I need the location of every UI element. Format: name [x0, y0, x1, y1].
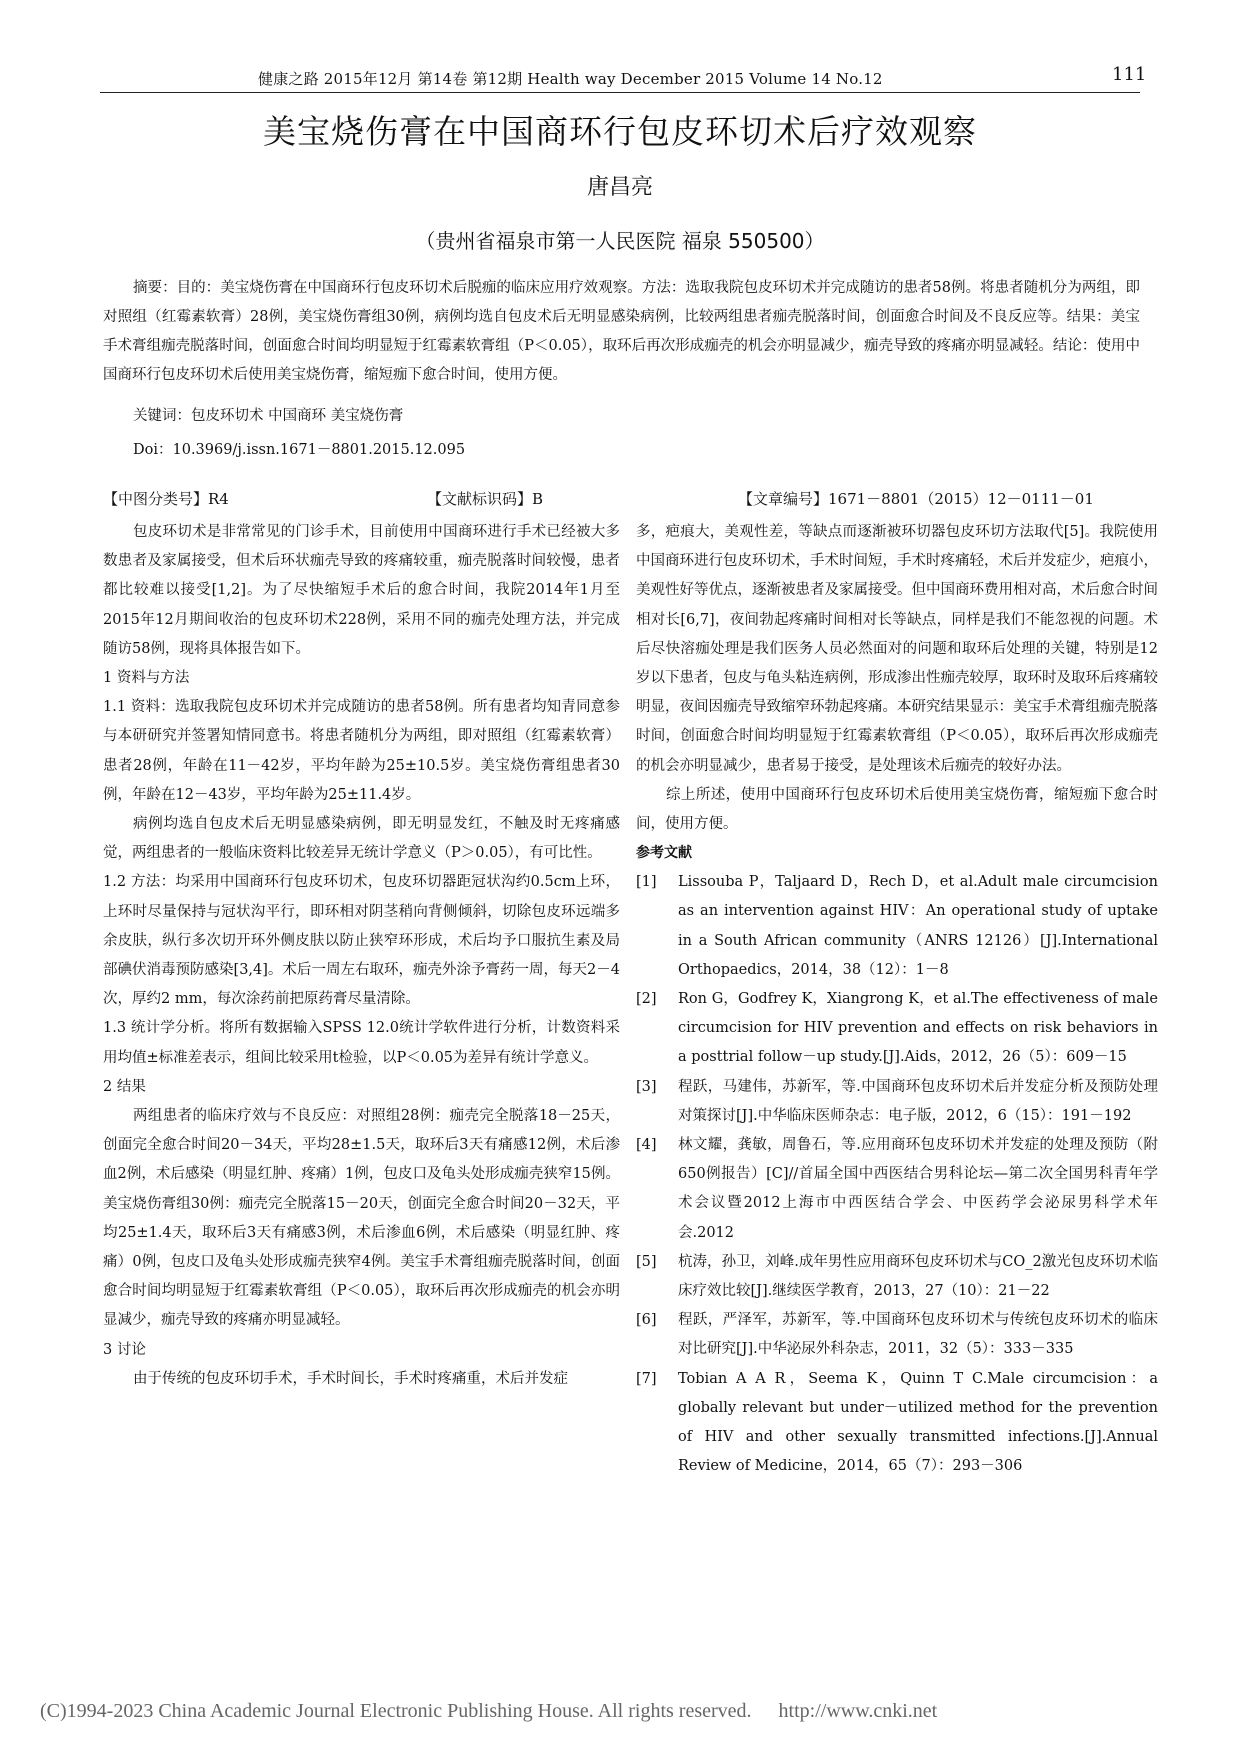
article-affiliation: （贵州省福泉市第一人民医院 福泉 550500）: [415, 229, 825, 253]
subsection-materials: 1.1 资料：选取我院包皮环切术并完成随访的患者58例。所有患者均知青同意参与本研研究并签署知情同意书。将患者随机分为两组，即对照组（红霉素软膏）患者28例，年龄在11－42岁，平均年龄为25±10.5岁。美宝烧伤膏组患者30例，年龄在12－43岁，平均年龄为25±11.4岁。: [103, 699, 620, 803]
copyright-footer: [40, 1700, 937, 1723]
reference-item: [636, 985, 1158, 1073]
section-heading-discussion: 3 讨论: [103, 1341, 146, 1358]
reference-number: [2]: [636, 991, 657, 1008]
discussion-paragraph: 由于传统的包皮环切手术，手术时间长，手术时疼痛重，术后并发症: [133, 1370, 568, 1387]
reference-text: 林文耀，龚敏，周鲁石，等.应用商环包皮环切术并发症的处理及预防（附650例报告）[C]//首届全国中西医结合男科论坛—第二次全国男科青年学术会议暨2012上海市中西医结合学会、中医药学会泌尿男科学术年会.2012: [678, 1137, 1158, 1241]
left-column: [103, 518, 620, 1394]
reference-text: 程跃，马建伟，苏新军，等.中国商环包皮环切术后并发症分析及预防处理对策探讨[J].中华临床医师杂志：电子版，2012，6（15）：191－192: [678, 1078, 1158, 1124]
reference-text: 杭涛，孙卫，刘峰.成年男性应用商环包皮环切术与CO_2激光包皮环切术临床疗效比较[J].继续医学教育，2013，27（10）：21－22: [678, 1253, 1158, 1300]
reference-text: Tobian A A R，Seema K，Quinn T C.Male circumcision：a globally relevant but under－utilized method for the prevention of HIV and other sexually transmitted infections.[J].Annual Review of Medicine，2014，65（7）：293－306: [678, 1370, 1158, 1475]
reference-text: 程跃，严泽军，苏新军，等.中国商环包皮环切术与传统包皮环切术的临床对比研究[J].中华泌尿外科杂志，2011，32（5）：333－335: [678, 1312, 1158, 1358]
reference-number: [1]: [636, 874, 657, 891]
keywords: 关键词：包皮环切术 中国商环 美宝烧伤膏: [133, 408, 404, 424]
reference-item: [636, 868, 1158, 985]
conclusion-paragraph: 综上所述，使用中国商环行包皮环切术后使用美宝烧伤膏，缩短痂下愈合时间，使用方便。: [636, 786, 1158, 833]
reference-number: [6]: [636, 1312, 657, 1329]
clc-number: 【中图分类号】R4: [103, 490, 229, 508]
cnki-link[interactable]: http://www.cnki.net: [778, 1700, 938, 1722]
reference-text: Lissouba P，Taljaard D，Rech D，et al.Adult male circumcision as an intervention against HIV：An operational study of uptake in a South African community（ANRS 12126）[J].International Orthopaedics，2014，38（12）：1－8: [678, 874, 1158, 978]
reference-list: [636, 868, 1158, 1481]
article-number: 【文章编号】1671－8801（2015）12－0111－01: [738, 490, 1094, 508]
reference-item: [636, 1365, 1158, 1482]
materials-paragraph: 病例均选自包皮术后无明显感染病例，即无明显发红，不触及时无疼痛感觉，两组患者的一般临床资料比较差异无统计学意义（P＞0.05），有可比性。: [103, 816, 620, 862]
reference-number: [7]: [636, 1370, 657, 1387]
reference-item: [636, 1306, 1158, 1364]
results-paragraph: 两组患者的临床疗效与不良反应：对照组28例：痂壳完全脱落18－25天，创面完全愈合时间20－34天，平均28±1.5天，取环后3天有痛感12例，术后渗血2例，术后感染（明显红肿、疼痛）1例，包皮口及龟头处形成痂壳狭窄15例。美宝烧伤膏组30例：痂壳完全脱落15－20天，创面完全愈合时间20－32天，平均25±1.4天，取环后3天有痛感3例，术后渗血6例，术后感染（明显红肿、疼痛）0例，包皮口及龟头处形成痂壳狭窄4例。美宝手术膏组痂壳脱落时间，创面愈合时间均明显短于红霉素软膏组（P＜0.05），取环后再次形成痂壳的机会亦明显减少，痂壳导致的疼痛亦明显减轻。: [103, 1108, 620, 1329]
document-code: 【文献标识码】B: [427, 490, 544, 508]
intro-paragraph: 包皮环切术是非常常见的门诊手术，目前使用中国商环进行手术已经被大多数患者及家属接受，但术后环状痂壳导致的疼痛较重，痂壳脱落时间较慢，患者都比较难以接受[1,2]。为了尽快缩短手术后的愈合时间，我院2014年1月至2015年12月期间收治的包皮环切术228例，采用不同的痂壳处理方法，并完成随访58例，现将具体报告如下。: [103, 524, 620, 657]
reference-text: Ron G，Godfrey K，Xiangrong K，et al.The effectiveness of male circumcision for HIV prevention and effects on risk behaviors in a posttrial follow－up study.[J].Aids，2012，26（5）：609－15: [678, 991, 1158, 1066]
right-column: [636, 518, 1158, 1482]
reference-item: [636, 1131, 1158, 1248]
references-heading: 参考文献: [636, 845, 692, 862]
abstract: 摘要：目的：美宝烧伤膏在中国商环行包皮环切术后脱痂的临床应用疗效观察。方法：选取我院包皮环切术并完成随访的患者58例。将患者随机分为两组，即对照组（红霉素软膏）28例，美宝烧伤膏组30例，病例均选自包皮术后无明显感染病例，比较两组患者痂壳脱落时间，创面愈合时间及不良反应等。结果：美宝手术膏组痂壳脱落时间，创面愈合时间均明显短于红霉素软膏组（P＜0.05），取环后再次形成痂壳的机会亦明显减少，痂壳导致的疼痛亦明显减轻。结论：使用中国商环行包皮环切术后使用美宝烧伤膏，缩短痂下愈合时间，使用方便。: [103, 280, 1140, 383]
article-author: 唐昌亮: [586, 175, 653, 200]
doi: Doi：10.3969/j.issn.1671－8801.2015.12.095: [133, 442, 466, 458]
copyright-text: (C)1994-2023 China Academic Journal Electronic Publishing House. All rights reserved.: [40, 1700, 752, 1722]
reference-number: [5]: [636, 1253, 657, 1270]
reference-number: [3]: [636, 1078, 657, 1095]
article-title: 美宝烧伤膏在中国商环行包皮环切术后疗效观察: [263, 112, 977, 151]
reference-item: [636, 1073, 1158, 1131]
reference-item: [636, 1248, 1158, 1306]
header-rule: [100, 92, 1140, 93]
subsection-method: 1.2 方法：均采用中国商环行包皮环切术，包皮环切器距冠状沟约0.5cm上环，上环时尽量保持与冠状沟平行，即环相对阴茎稍向背侧倾斜，切除包皮环远端多余皮肤，纵行多次切开环外侧皮肤以防止狭窄环形成，术后均予口服抗生素及局部碘伏消毒预防感染[3,4]。术后一周左右取环，痂壳外涂予膏药一周，每天2－4次，厚约2 mm，每次涂药前把原药膏尽量清除。: [103, 874, 620, 1008]
reference-number: [4]: [636, 1137, 657, 1154]
running-head: 健康之路 2015年12月 第14卷 第12期 Health way December 2015 Volume 14 No.12: [258, 70, 883, 88]
page-number: 111: [1112, 64, 1147, 85]
section-heading-results: 2 结果: [103, 1078, 146, 1095]
section-heading-methods: 1 资料与方法: [103, 670, 190, 687]
discussion-continued: 多，疤痕大，美观性差，等缺点而逐渐被环切器包皮环切方法取代[5]。我院使用中国商环进行包皮环切术，手术时间短，手术时疼痛轻，术后并发症少，疤痕小，美观性好等优点，逐渐被患者及家属接受。但中国商环费用相对高，术后愈合时间相对长[6,7]，夜间勃起疼痛时间相对长等缺点，同样是我们不能忽视的问题。术后尽快溶痂处理是我们医务人员必然面对的问题和取环后处理的关键，特别是12岁以下患者，包皮与龟头粘连病例，形成渗出性痂壳较厚，取环时及取环后疼痛较明显，夜间因痂壳导致缩窄环勃起疼痛。本研究结果显示：美宝手术膏组痂壳脱落时间，创面愈合时间均明显短于红霉素软膏组（P＜0.05），取环后再次形成痂壳的机会亦明显减少，患者易于接受，是处理该术后痂壳的较好办法。: [636, 524, 1158, 774]
subsection-statistics: 1.3 统计学分析。将所有数据输入SPSS 12.0统计学软件进行分析，计数资料采用均值±标准差表示，组间比较采用t检验，以P＜0.05为差异有统计学意义。: [103, 1020, 620, 1066]
